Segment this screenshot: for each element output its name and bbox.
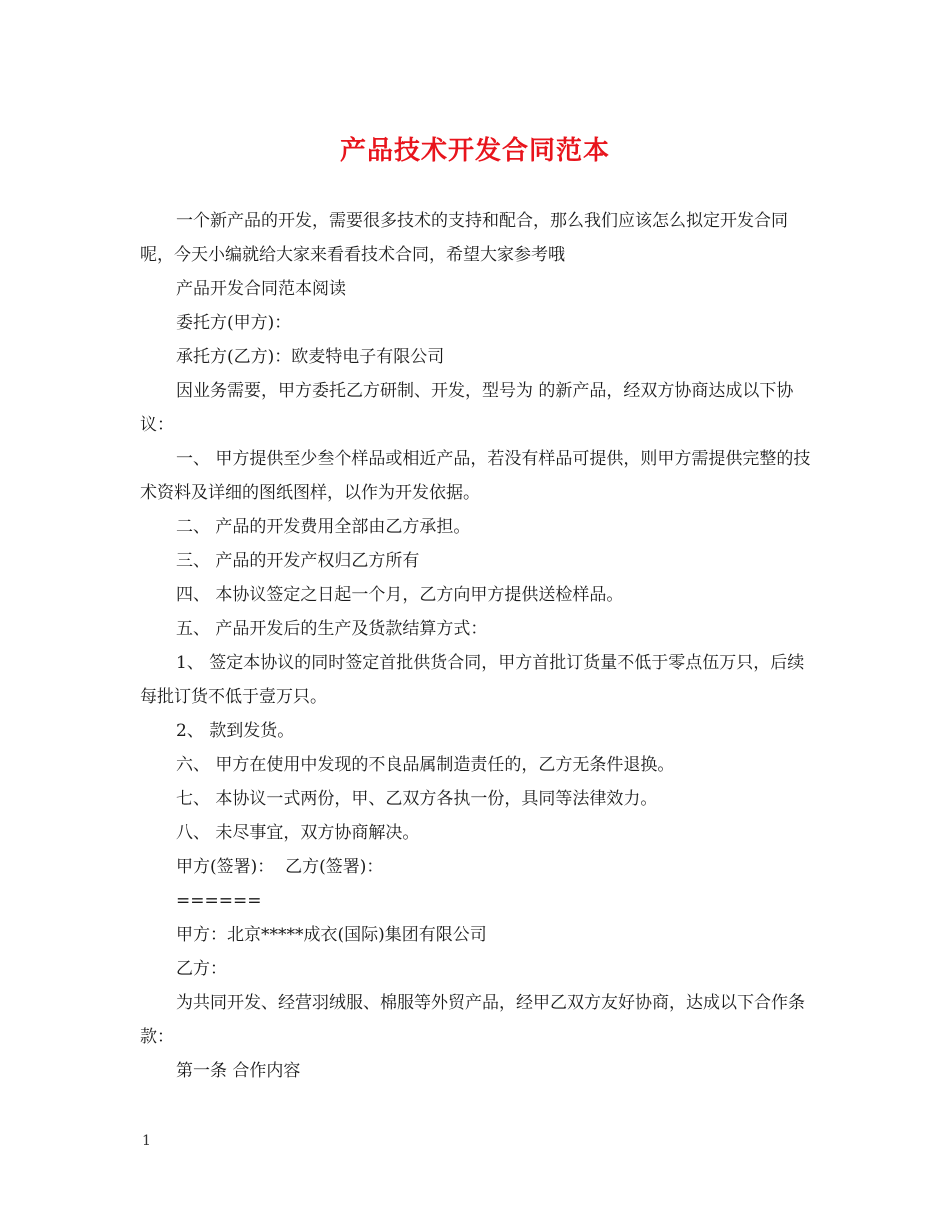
paragraph-heading: 产品开发合同范本阅读 — [176, 279, 346, 299]
paragraph-article-1: 第一条 合作内容 — [176, 1061, 301, 1081]
paragraph-clause-5-2: 2、 款到发货。 — [176, 721, 295, 741]
paragraph-intro: 一个新产品的开发，需要很多技术的支持和配合，那么我们应该怎么拟定开发合同呢，今天小编就给大家来看看技术合同，希望大家参考哦 — [140, 211, 788, 265]
paragraph-clause-5: 五、 产品开发后的生产及货款结算方式： — [176, 619, 488, 639]
paragraph-clause-4: 四、 本协议签定之日起一个月，乙方向甲方提供送检样品。 — [176, 585, 624, 605]
paragraph-clause-3: 三、 产品的开发产权归乙方所有 — [176, 551, 420, 571]
paragraph-clause-6: 六、 甲方在使用中发现的不良品属制造责任的，乙方无条件退换。 — [176, 755, 675, 775]
paragraph-clause-5-1: 1、 签定本协议的同时签定首批供货合同，甲方首批订货量不低于零点伍万只，后续每批订货不低于壹万只。 — [140, 653, 805, 707]
paragraph-second-party-a: 甲方：北京*****成衣(国际)集团有限公司 — [176, 925, 487, 945]
paragraph-signatures: 甲方(签署)： 乙方(签署)： — [176, 857, 384, 877]
paragraph-second-party-b: 乙方： — [176, 959, 227, 979]
paragraph-clause-7: 七、 本协议一式两份，甲、乙双方各执一份，具同等法律效力。 — [176, 789, 658, 809]
document-body — [140, 204, 820, 1088]
page-number: 1 — [142, 1133, 151, 1149]
paragraph-party-b: 承托方(乙方)：欧麦特电子有限公司 — [176, 347, 445, 367]
paragraph-separator: ====== — [176, 891, 262, 911]
paragraph-cooperation-intro: 为共同开发、经营羽绒服、棉服等外贸产品，经甲乙双方友好协商，达成以下合作条款： — [140, 993, 805, 1047]
paragraph-clause-1: 一、 甲方提供至少叁个样品或相近产品，若没有样品可提供，则甲方需提供完整的技术资料及详细的图纸图样，以作为开发依据。 — [140, 449, 811, 503]
paragraph-purpose: 因业务需要，甲方委托乙方研制、开发，型号为 的新产品，经双方协商达成以下协议： — [140, 381, 794, 435]
paragraph-clause-2: 二、 产品的开发费用全部由乙方承担。 — [176, 517, 471, 537]
document-title: 产品技术开发合同范本 — [339, 136, 610, 166]
paragraph-party-a: 委托方(甲方)： — [176, 313, 292, 333]
paragraph-clause-8: 八、 未尽事宜，双方协商解决。 — [176, 823, 420, 843]
